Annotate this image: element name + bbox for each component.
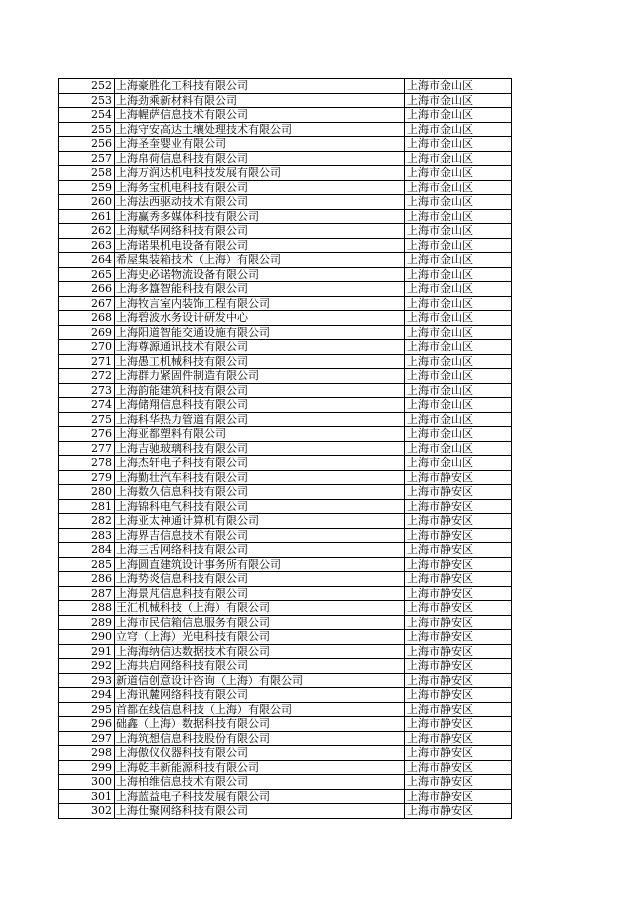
row-number: 287 — [59, 586, 115, 601]
district-name: 上海市静安区 — [405, 804, 512, 819]
row-number: 294 — [59, 688, 115, 703]
district-name: 上海市金山区 — [405, 441, 512, 456]
company-name: 上海讯麓网络科技有限公司 — [115, 688, 405, 703]
district-name: 上海市金山区 — [405, 311, 512, 326]
district-name: 上海市金山区 — [405, 238, 512, 253]
district-name: 上海市静安区 — [405, 557, 512, 572]
table-row — [59, 717, 512, 732]
row-number: 274 — [59, 398, 115, 413]
company-name: 上海勤壮汽车科技有限公司 — [115, 470, 405, 485]
district-name: 上海市静安区 — [405, 789, 512, 804]
company-name: 上海筑想信息科技股份有限公司 — [115, 731, 405, 746]
district-name: 上海市静安区 — [405, 760, 512, 775]
district-name: 上海市静安区 — [405, 630, 512, 645]
table-row — [59, 79, 512, 94]
district-name: 上海市静安区 — [405, 514, 512, 529]
district-name: 上海市金山区 — [405, 398, 512, 413]
row-number: 255 — [59, 122, 115, 137]
table-row — [59, 151, 512, 166]
district-name: 上海市金山区 — [405, 383, 512, 398]
company-name: 础鑫（上海）数据科技有限公司 — [115, 717, 405, 732]
table-row — [59, 572, 512, 587]
row-number: 290 — [59, 630, 115, 645]
row-number: 278 — [59, 456, 115, 471]
row-number: 281 — [59, 499, 115, 514]
row-number: 288 — [59, 601, 115, 616]
table-row — [59, 731, 512, 746]
table-row — [59, 354, 512, 369]
company-name: 上海赋华网络科技有限公司 — [115, 224, 405, 239]
district-name: 上海市金山区 — [405, 137, 512, 152]
company-name: 上海劲乘新材料有限公司 — [115, 93, 405, 108]
table-row — [59, 267, 512, 282]
company-name: 希屋集装箱技术（上海）有限公司 — [115, 253, 405, 268]
company-name: 上海势炎信息科技有限公司 — [115, 572, 405, 587]
row-number: 298 — [59, 746, 115, 761]
table-row — [59, 296, 512, 311]
table-row — [59, 224, 512, 239]
row-number: 282 — [59, 514, 115, 529]
company-name: 上海帛荷信息科技有限公司 — [115, 151, 405, 166]
district-name: 上海市金山区 — [405, 195, 512, 210]
table-row — [59, 456, 512, 471]
table-row — [59, 659, 512, 674]
company-name: 上海杰轩电子科技有限公司 — [115, 456, 405, 471]
company-name: 上海牧言室内装饰工程有限公司 — [115, 296, 405, 311]
district-name: 上海市金山区 — [405, 412, 512, 427]
company-name: 上海诺果机电设备有限公司 — [115, 238, 405, 253]
table-row — [59, 630, 512, 645]
company-name: 上海史必诺物流设备有限公司 — [115, 267, 405, 282]
table-row — [59, 543, 512, 558]
table-row — [59, 789, 512, 804]
row-number: 270 — [59, 340, 115, 355]
table-row — [59, 311, 512, 326]
table-row — [59, 108, 512, 123]
row-number: 259 — [59, 180, 115, 195]
district-name: 上海市金山区 — [405, 166, 512, 181]
company-name: 新道信创意设计咨询（上海）有限公司 — [115, 673, 405, 688]
row-number: 271 — [59, 354, 115, 369]
district-name: 上海市金山区 — [405, 79, 512, 94]
district-name: 上海市静安区 — [405, 572, 512, 587]
company-name: 上海乾丰新能源科技有限公司 — [115, 760, 405, 775]
company-name: 上海愚工机械科技有限公司 — [115, 354, 405, 369]
row-number: 299 — [59, 760, 115, 775]
row-number: 256 — [59, 137, 115, 152]
table-row — [59, 195, 512, 210]
district-name: 上海市静安区 — [405, 659, 512, 674]
table-row — [59, 514, 512, 529]
table-row — [59, 470, 512, 485]
company-name: 上海仕聚网络科技有限公司 — [115, 804, 405, 819]
table-row — [59, 804, 512, 819]
district-name: 上海市静安区 — [405, 702, 512, 717]
table-row — [59, 615, 512, 630]
district-name: 上海市静安区 — [405, 601, 512, 616]
row-number: 277 — [59, 441, 115, 456]
table-row — [59, 528, 512, 543]
table-row — [59, 702, 512, 717]
district-name: 上海市金山区 — [405, 253, 512, 268]
district-name: 上海市金山区 — [405, 427, 512, 442]
table-row — [59, 180, 512, 195]
row-number: 265 — [59, 267, 115, 282]
company-name: 王汇机械科技（上海）有限公司 — [115, 601, 405, 616]
district-name: 上海市静安区 — [405, 499, 512, 514]
company-name: 上海幄萨信息技术有限公司 — [115, 108, 405, 123]
company-name: 上海锦科电气科技有限公司 — [115, 499, 405, 514]
table-row — [59, 586, 512, 601]
company-name: 上海多簋智能科技有限公司 — [115, 282, 405, 297]
company-name: 上海守安高达土壤处理技术有限公司 — [115, 122, 405, 137]
row-number: 301 — [59, 789, 115, 804]
row-number: 254 — [59, 108, 115, 123]
row-number: 258 — [59, 166, 115, 181]
row-number: 268 — [59, 311, 115, 326]
company-name: 上海市民信箱信息服务有限公司 — [115, 615, 405, 630]
table-row — [59, 557, 512, 572]
company-name: 上海柏维信息技术有限公司 — [115, 775, 405, 790]
company-name: 上海亚太神通计算机有限公司 — [115, 514, 405, 529]
company-name: 上海储翔信息科技有限公司 — [115, 398, 405, 413]
row-number: 253 — [59, 93, 115, 108]
table-row — [59, 93, 512, 108]
district-name: 上海市静安区 — [405, 485, 512, 500]
district-name: 上海市静安区 — [405, 775, 512, 790]
company-name: 立穹（上海）光电科技有限公司 — [115, 630, 405, 645]
table-row — [59, 485, 512, 500]
district-name: 上海市静安区 — [405, 543, 512, 558]
company-name: 上海景芃信息科技有限公司 — [115, 586, 405, 601]
row-number: 252 — [59, 79, 115, 94]
district-name: 上海市金山区 — [405, 340, 512, 355]
district-name: 上海市静安区 — [405, 731, 512, 746]
row-number: 279 — [59, 470, 115, 485]
district-name: 上海市金山区 — [405, 180, 512, 195]
company-name: 上海韵能建筑科技有限公司 — [115, 383, 405, 398]
row-number: 283 — [59, 528, 115, 543]
company-name: 上海圆直建筑设计事务所有限公司 — [115, 557, 405, 572]
row-number: 297 — [59, 731, 115, 746]
row-number: 292 — [59, 659, 115, 674]
row-number: 261 — [59, 209, 115, 224]
table-row — [59, 166, 512, 181]
company-name: 上海尊源通讯技术有限公司 — [115, 340, 405, 355]
district-name: 上海市金山区 — [405, 282, 512, 297]
row-number: 273 — [59, 383, 115, 398]
row-number: 286 — [59, 572, 115, 587]
row-number: 284 — [59, 543, 115, 558]
district-name: 上海市静安区 — [405, 746, 512, 761]
district-name: 上海市金山区 — [405, 151, 512, 166]
company-name: 上海数久信息科技有限公司 — [115, 485, 405, 500]
table-row — [59, 398, 512, 413]
table-body — [59, 79, 512, 819]
district-name: 上海市静安区 — [405, 615, 512, 630]
district-name: 上海市静安区 — [405, 717, 512, 732]
table-row — [59, 601, 512, 616]
row-number: 285 — [59, 557, 115, 572]
company-name: 上海共启网络科技有限公司 — [115, 659, 405, 674]
table-row — [59, 325, 512, 340]
table-row — [59, 775, 512, 790]
table-row — [59, 499, 512, 514]
district-name: 上海市静安区 — [405, 644, 512, 659]
district-name: 上海市金山区 — [405, 296, 512, 311]
district-name: 上海市金山区 — [405, 122, 512, 137]
company-name: 上海阳道智能交通设施有限公司 — [115, 325, 405, 340]
company-name: 上海法西驱动技术有限公司 — [115, 195, 405, 210]
table-row — [59, 412, 512, 427]
company-name: 上海群力紧固件制造有限公司 — [115, 369, 405, 384]
row-number: 260 — [59, 195, 115, 210]
company-name: 上海吉驰玻璃科技有限公司 — [115, 441, 405, 456]
district-name: 上海市金山区 — [405, 224, 512, 239]
district-name: 上海市金山区 — [405, 456, 512, 471]
row-number: 302 — [59, 804, 115, 819]
table-row — [59, 673, 512, 688]
row-number: 275 — [59, 412, 115, 427]
table-row — [59, 369, 512, 384]
row-number: 263 — [59, 238, 115, 253]
company-name: 上海界吉信息技术有限公司 — [115, 528, 405, 543]
company-name: 上海科华热力管道有限公司 — [115, 412, 405, 427]
row-number: 267 — [59, 296, 115, 311]
table-row — [59, 427, 512, 442]
district-name: 上海市金山区 — [405, 354, 512, 369]
company-name: 上海赢秀多媒体科技有限公司 — [115, 209, 405, 224]
row-number: 272 — [59, 369, 115, 384]
table-row — [59, 253, 512, 268]
row-number: 257 — [59, 151, 115, 166]
district-name: 上海市金山区 — [405, 108, 512, 123]
table-row — [59, 340, 512, 355]
district-name: 上海市金山区 — [405, 209, 512, 224]
district-name: 上海市金山区 — [405, 325, 512, 340]
company-name: 上海海纳信达数据技术有限公司 — [115, 644, 405, 659]
row-number: 291 — [59, 644, 115, 659]
row-number: 300 — [59, 775, 115, 790]
district-name: 上海市静安区 — [405, 673, 512, 688]
company-name: 上海碧波水务设计研发中心 — [115, 311, 405, 326]
row-number: 262 — [59, 224, 115, 239]
district-name: 上海市静安区 — [405, 688, 512, 703]
company-name: 上海蓝益电子科技发展有限公司 — [115, 789, 405, 804]
table-row — [59, 746, 512, 761]
district-name: 上海市静安区 — [405, 470, 512, 485]
company-name: 上海傲仪仪器科技有限公司 — [115, 746, 405, 761]
company-name: 首都在线信息科技（上海）有限公司 — [115, 702, 405, 717]
table-row — [59, 137, 512, 152]
district-name: 上海市金山区 — [405, 369, 512, 384]
row-number: 289 — [59, 615, 115, 630]
table-row — [59, 209, 512, 224]
row-number: 296 — [59, 717, 115, 732]
row-number: 295 — [59, 702, 115, 717]
row-number: 276 — [59, 427, 115, 442]
company-name: 上海三舌网络科技有限公司 — [115, 543, 405, 558]
company-name: 上海亚都塑料有限公司 — [115, 427, 405, 442]
company-name: 上海豪胜化工科技有限公司 — [115, 79, 405, 94]
company-list-table — [58, 78, 512, 819]
company-name: 上海万润达机电科技发展有限公司 — [115, 166, 405, 181]
table-row — [59, 122, 512, 137]
row-number: 293 — [59, 673, 115, 688]
district-name: 上海市静安区 — [405, 586, 512, 601]
district-name: 上海市静安区 — [405, 528, 512, 543]
company-name: 上海圣奎婴业有限公司 — [115, 137, 405, 152]
district-name: 上海市金山区 — [405, 267, 512, 282]
table-row — [59, 238, 512, 253]
table-row — [59, 383, 512, 398]
table-row — [59, 441, 512, 456]
row-number: 280 — [59, 485, 115, 500]
table-row — [59, 644, 512, 659]
row-number: 269 — [59, 325, 115, 340]
district-name: 上海市金山区 — [405, 93, 512, 108]
table-row — [59, 760, 512, 775]
row-number: 264 — [59, 253, 115, 268]
table-row — [59, 282, 512, 297]
table-row — [59, 688, 512, 703]
row-number: 266 — [59, 282, 115, 297]
company-name: 上海务宝机电科技有限公司 — [115, 180, 405, 195]
